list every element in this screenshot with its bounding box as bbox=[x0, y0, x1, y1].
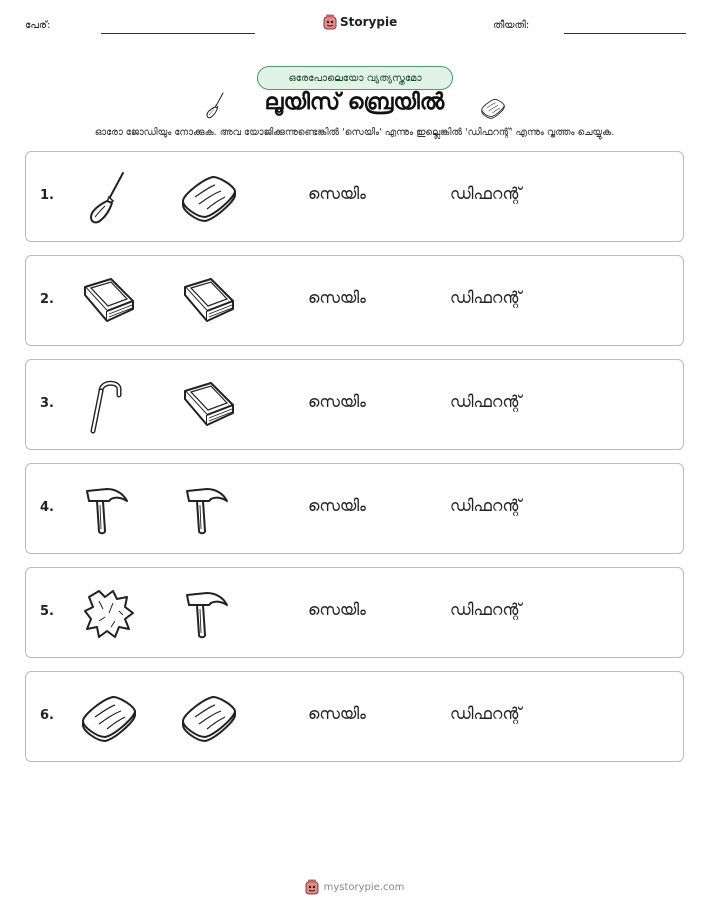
date-line[interactable] bbox=[564, 33, 686, 34]
storypie-logo-icon bbox=[305, 879, 319, 895]
awl-icon bbox=[79, 167, 139, 227]
same-option[interactable]: സെയിം bbox=[308, 184, 366, 203]
footer-url: mystorypie.com bbox=[323, 881, 405, 893]
brand-logo bbox=[323, 14, 397, 30]
book-icon bbox=[179, 375, 239, 435]
question-number: 4. bbox=[40, 500, 54, 515]
same-option[interactable]: സെയിം bbox=[308, 496, 366, 515]
slate-icon bbox=[179, 687, 239, 747]
cane-icon bbox=[79, 375, 139, 435]
same-option[interactable]: സെയിം bbox=[308, 600, 366, 619]
hammer-icon bbox=[79, 479, 139, 539]
different-option[interactable]: ഡിഫറന്റ് bbox=[450, 704, 522, 723]
slate-icon bbox=[179, 167, 239, 227]
worksheet-type-badge: ഒരേപോലെയോ വ്യത്യസ്തമോ bbox=[257, 66, 453, 90]
leather-hide-icon bbox=[79, 583, 139, 643]
question-row bbox=[25, 359, 684, 450]
question-number: 1. bbox=[40, 188, 54, 203]
question-row bbox=[25, 463, 684, 554]
page-title: ലൂയിസ് ബ്രെയിൽ bbox=[264, 90, 445, 115]
hammer-icon bbox=[179, 479, 239, 539]
different-option[interactable]: ഡിഫറന്റ് bbox=[450, 288, 522, 307]
same-option[interactable]: സെയിം bbox=[308, 288, 366, 307]
different-option[interactable]: ഡിഫറന്റ് bbox=[450, 496, 522, 515]
question-row bbox=[25, 671, 684, 762]
date-label: തീയതി: bbox=[493, 20, 530, 31]
book-icon bbox=[79, 271, 139, 331]
slate-icon bbox=[79, 687, 139, 747]
question-number: 6. bbox=[40, 708, 54, 723]
same-option[interactable]: സെയിം bbox=[308, 704, 366, 723]
hammer-icon bbox=[179, 583, 239, 643]
question-number: 2. bbox=[40, 292, 54, 307]
slate-icon bbox=[478, 95, 508, 121]
question-row bbox=[25, 151, 684, 242]
name-line[interactable] bbox=[101, 33, 255, 34]
different-option[interactable]: ഡിഫറന്റ് bbox=[450, 600, 522, 619]
different-option[interactable]: ഡിഫറന്റ് bbox=[450, 184, 522, 203]
same-option[interactable]: സെയിം bbox=[308, 392, 366, 411]
question-row bbox=[25, 567, 684, 658]
worksheet-header bbox=[0, 14, 709, 38]
book-icon bbox=[179, 271, 239, 331]
question-row bbox=[25, 255, 684, 346]
brand-name: Storypie bbox=[340, 15, 398, 29]
question-number: 5. bbox=[40, 604, 54, 619]
instructions-text: ഓരോ ജോഡിയും നോക്കുക. അവ യോജിക്കുന്നുണ്ടെങ്കിൽ 'സെയിം' എന്നും ഇല്ലെങ്കിൽ 'ഡിഫറന്റ്' എന്നും വൃത്തം ചെയ്യുക. bbox=[94, 127, 615, 138]
footer bbox=[0, 879, 709, 895]
storypie-logo-icon bbox=[323, 14, 337, 30]
name-label: പേര്: bbox=[25, 20, 51, 31]
different-option[interactable]: ഡിഫറന്റ് bbox=[450, 392, 522, 411]
question-number: 3. bbox=[40, 396, 54, 411]
